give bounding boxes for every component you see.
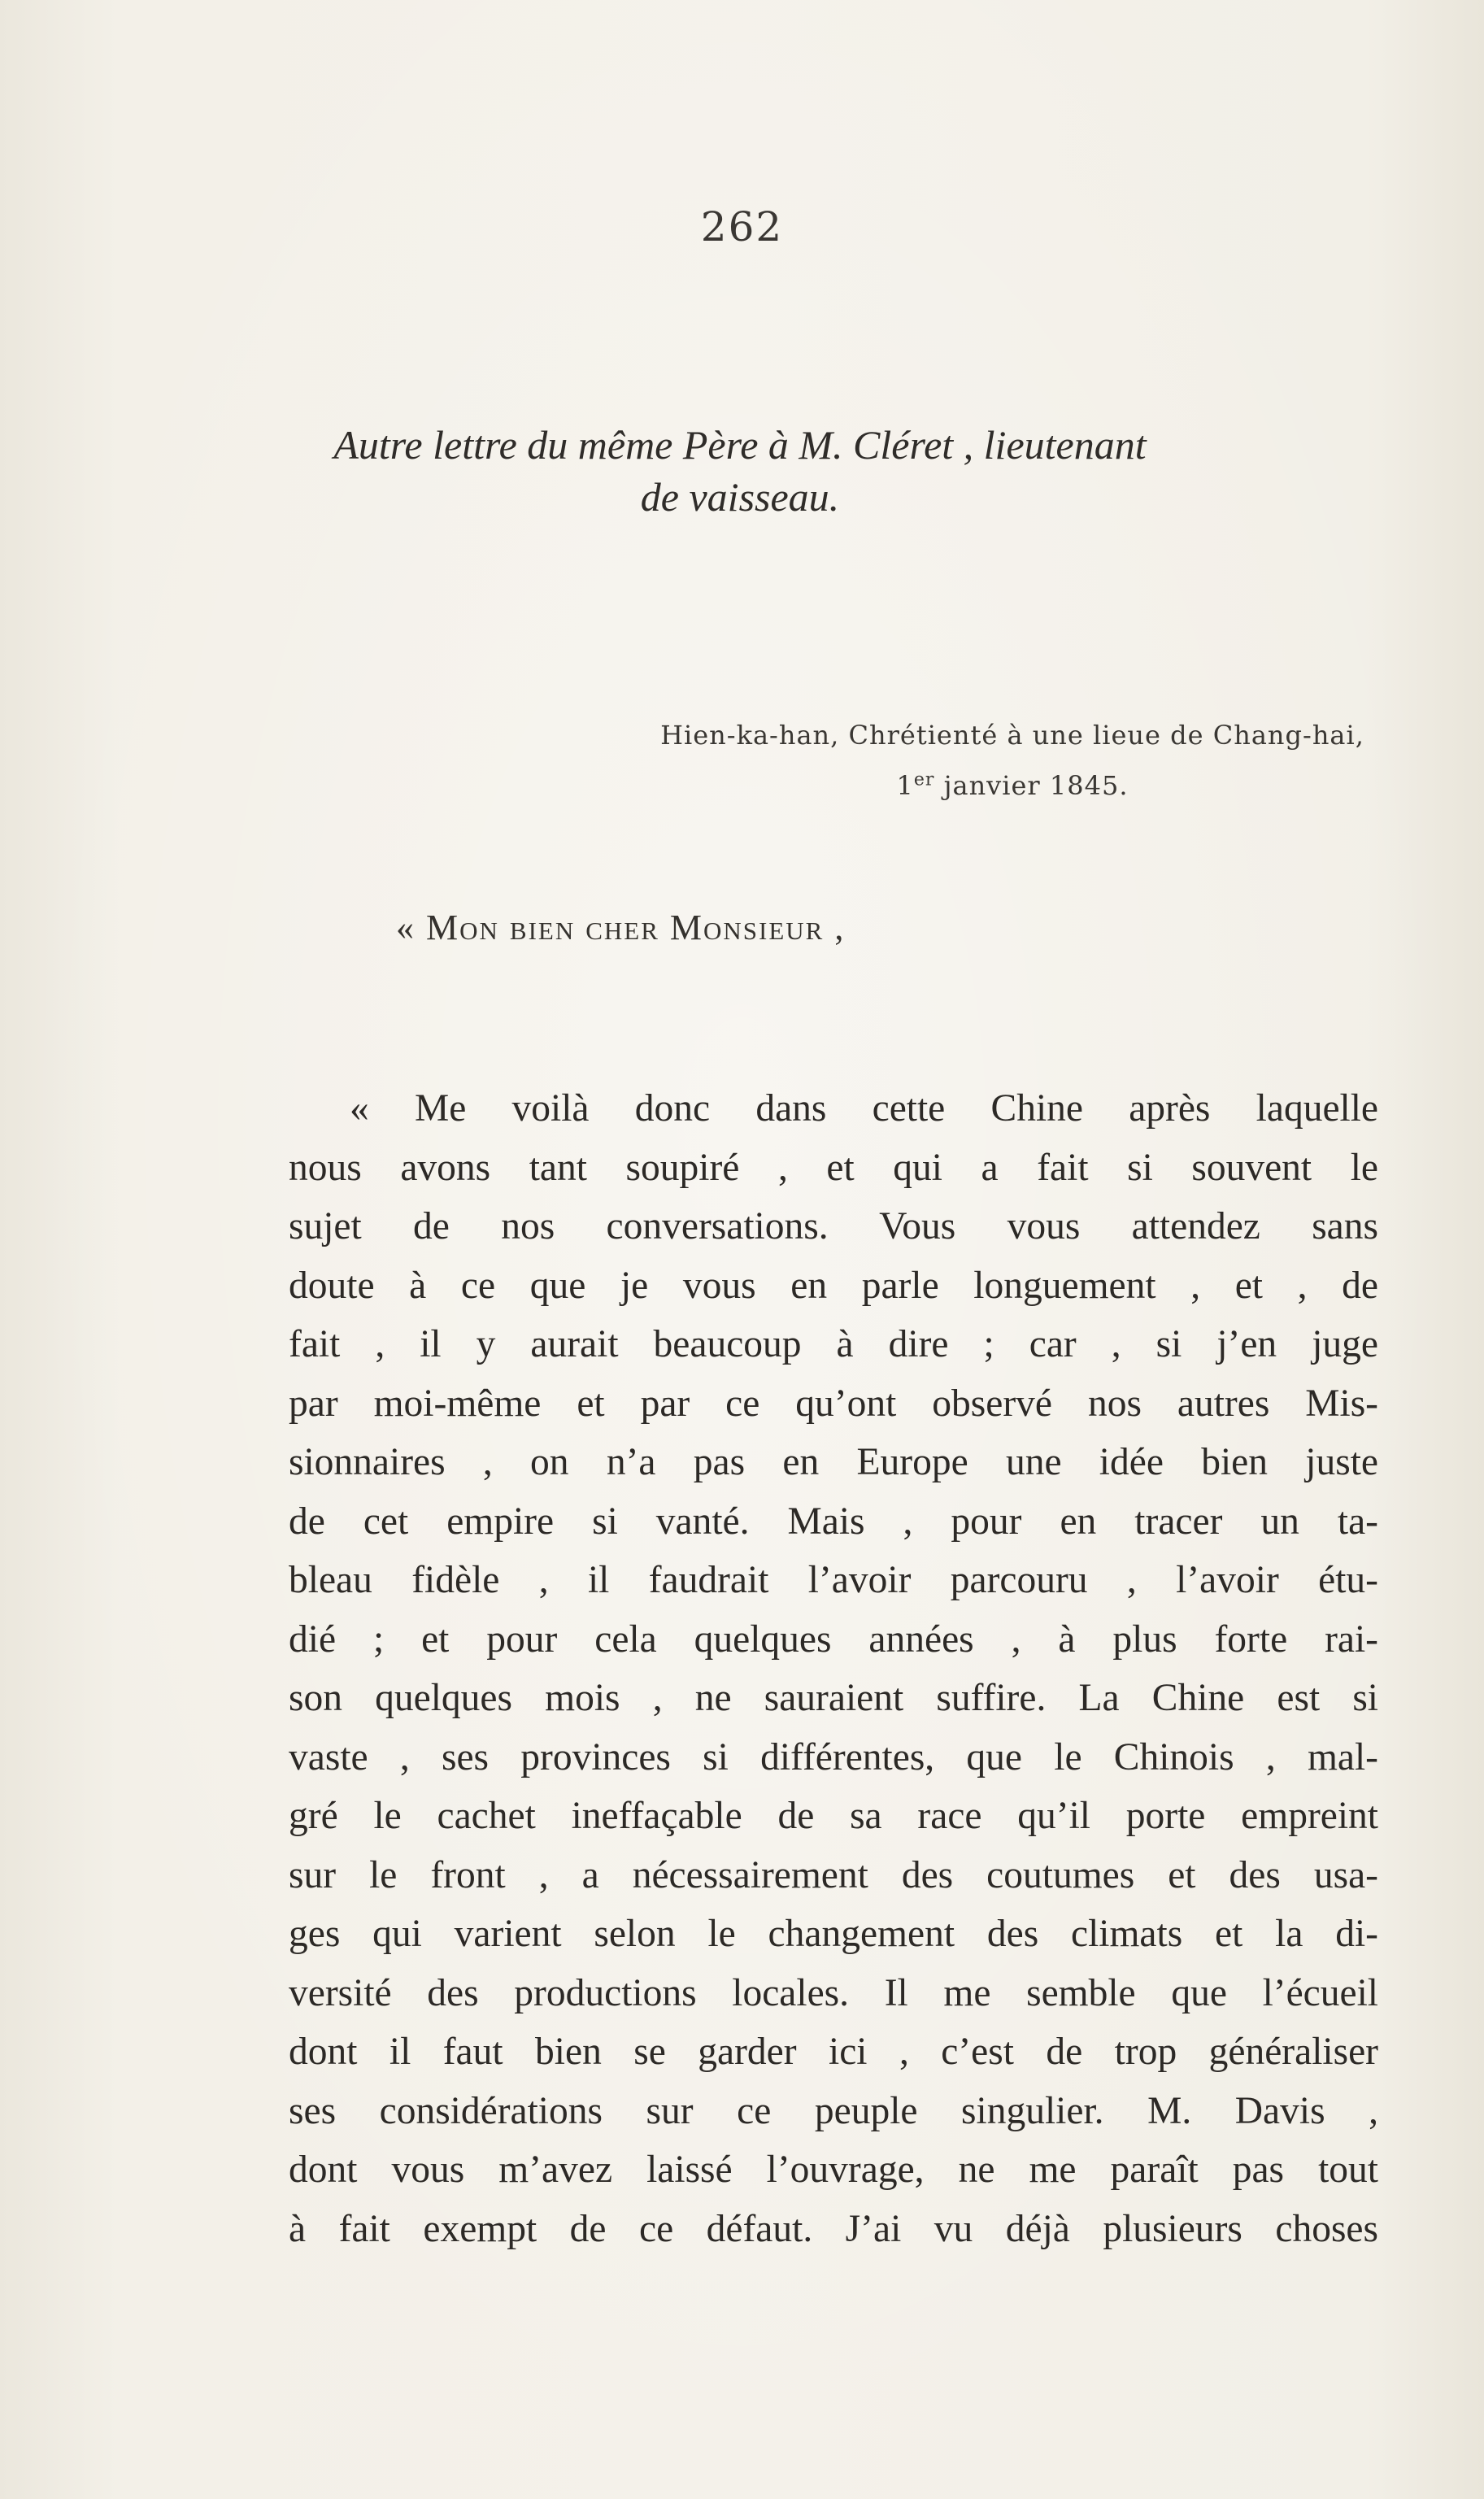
body-line: « Me voilà donc dans cette Chine après laquelle bbox=[350, 1087, 1378, 1130]
body-line: sur le front , a nécessairement des coutumes et des usa- bbox=[289, 1853, 1378, 1896]
body-line: doute à ce que je vous en parle longuement , et , de bbox=[289, 1264, 1378, 1307]
body-line: dié ; et pour cela quelques années , à plus forte rai- bbox=[289, 1617, 1378, 1661]
body-line: sionnaires , on n’a pas en Europe une idée bien juste bbox=[289, 1441, 1378, 1483]
body-line: gré le cachet ineffaçable de sa race qu’il porte empreint bbox=[289, 1795, 1378, 1837]
body-line: sujet de nos conversations. Vous vous attendez sans bbox=[289, 1205, 1378, 1247]
dateline bbox=[618, 710, 1407, 811]
body-line: de cet empire si vanté. Mais , pour en tracer un ta- bbox=[289, 1500, 1378, 1543]
body-line: ses considérations sur ce peuple singulier. M. Davis , bbox=[289, 2089, 1378, 2132]
body-line: fait , il y aurait beaucoup à dire ; car , si j’en juge bbox=[289, 1323, 1378, 1365]
letter-title bbox=[293, 419, 1187, 523]
letter-body bbox=[289, 1079, 1378, 2258]
body-line: bleau fidèle , il faudrait l’avoir parcouru , l’avoir étu- bbox=[289, 1559, 1378, 1601]
body-line: versité des productions locales. Il me semble que l’écueil bbox=[289, 1971, 1378, 2014]
dateline-place: Hien-ka-han, Chrétienté à une lieue de Chang-hai, bbox=[660, 720, 1364, 751]
dateline-day-suffix: er bbox=[913, 769, 935, 790]
body-line: dont vous m’avez laissé l’ouvrage, ne me paraît pas tout bbox=[289, 2149, 1378, 2191]
body-line: ges qui varient selon le changement des climats et la di- bbox=[289, 1913, 1378, 1955]
body-line: vaste , ses provinces si différentes, que le Chinois , mal- bbox=[289, 1735, 1378, 1778]
salutation: « Mon bien cher Monsieur , bbox=[396, 908, 846, 947]
dateline-date-rest: janvier 1845. bbox=[943, 770, 1129, 801]
letter-title-line-1: Autre lettre du même Père à M. Cléret , lieutenant bbox=[333, 422, 1147, 468]
letter-title-line-2: de vaisseau. bbox=[640, 474, 840, 520]
dateline-day: 1 bbox=[896, 770, 914, 801]
dateline-date bbox=[618, 760, 1407, 811]
body-line: à fait exempt de ce défaut. J’ai vu déjà plusieurs choses bbox=[289, 2207, 1378, 2250]
body-line: nous avons tant soupiré , et qui a fait si souvent le bbox=[289, 1146, 1378, 1189]
body-line: son quelques mois , ne sauraient suffire. La Chine est si bbox=[289, 1677, 1378, 1719]
body-line: dont il faut bien se garder ici , c’est de trop généraliser bbox=[289, 2031, 1378, 2073]
page-number: 262 bbox=[700, 203, 784, 250]
body-line: par moi-même et par ce qu’ont observé nos autres Mis- bbox=[289, 1382, 1378, 1425]
